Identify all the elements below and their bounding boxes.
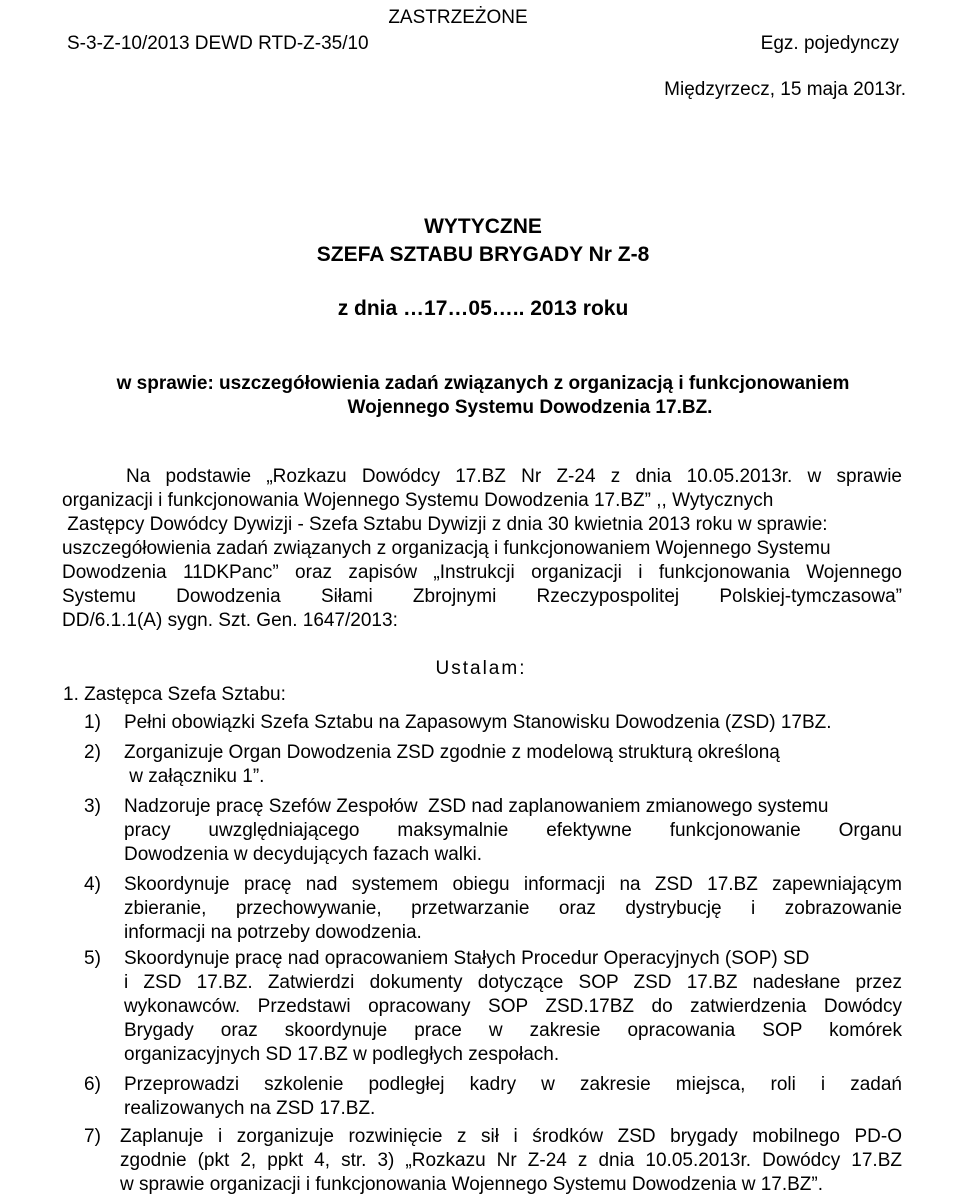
intro-line: DD/6.1.1(A) sygn. Szt. Gen. 1647/2013: — [62, 610, 398, 631]
item-line: realizowanych na ZSD 17.BZ. — [124, 1098, 376, 1119]
item-line: Zaplanuje i zorganizuje rozwinięcie z sił i środków ZSD brygady mobilnego PD-O — [120, 1126, 902, 1147]
subject-line-2: Wojennego Systemu Dowodzenia 17.BZ. — [347, 397, 713, 418]
item-number: 2) — [84, 742, 101, 763]
item-line: w załączniku 1”. — [124, 766, 265, 787]
copy-label: Egz. pojedynczy — [760, 33, 899, 54]
section-heading: 1. Zastępca Szefa Sztabu: — [63, 684, 286, 705]
intro-paragraph — [62, 465, 902, 633]
item-body — [124, 741, 902, 789]
item-line: i ZSD 17.BZ. Zatwierdzi dokumenty dotyczące SOP ZSD 17.BZ nadesłane przez — [124, 972, 902, 993]
item-line: zbieranie, przechowywanie, przetwarzanie oraz dystrybucję i zobrazowanie — [124, 898, 902, 919]
item-body — [120, 1125, 902, 1197]
item-body — [124, 1073, 902, 1121]
item-number: 4) — [84, 874, 101, 895]
item-line: organizacyjnych SD 17.BZ w podległych zespołach. — [124, 1044, 560, 1065]
item-body — [124, 711, 902, 735]
item-number: 3) — [84, 796, 101, 817]
item-number: 6) — [84, 1074, 101, 1095]
intro-line: Na podstawie „Rozkazu Dowódcy 17.BZ Nr Z-24 z dnia 10.05.2013r. w sprawie — [126, 466, 902, 487]
item-line: wykonawców. Przedstawi opracowany SOP ZSD.17BZ do zatwierdzenia Dowódcy — [124, 996, 902, 1017]
intro-line: organizacji i funkcjonowania Wojennego Systemu Dowodzenia 17.BZ” ,, Wytycznych — [62, 490, 774, 511]
subject-line-1: w sprawie: uszczegółowienia zadań związanych z organizacją i funkcjonowaniem — [116, 373, 850, 394]
item-line: Nadzoruje pracę Szefów Zespołów ZSD nad zaplanowaniem zmianowego systemu — [124, 796, 829, 817]
item-body — [124, 873, 902, 945]
item-line: Dowodzenia w decydujących fazach walki. — [124, 844, 483, 865]
item-line: zgodnie (pkt 2, ppkt 4, str. 3) „Rozkazu Nr Z-24 z dnia 10.05.2013r. Dowódcy 17.BZ — [120, 1150, 902, 1171]
item-line: Pełni obowiązki Szefa Sztabu na Zapasowym Stanowisku Dowodzenia (ZSD) 17BZ. — [124, 712, 832, 733]
item-number: 7) — [84, 1126, 101, 1147]
item-body — [124, 795, 902, 867]
ustalam-heading: Ustalam: — [435, 658, 527, 679]
item-line: Skoordynuje pracę nad systemem obiegu informacji na ZSD 17.BZ zapewniającym — [124, 874, 902, 895]
item-line: Skoordynuje pracę nad opracowaniem Stałych Procedur Operacyjnych (SOP) SD — [124, 948, 810, 969]
item-line: informacji na potrzeby dowodzenia. — [124, 922, 422, 943]
intro-line: Zastępcy Dowódcy Dywizji - Szefa Sztabu Dywizji z dnia 30 kwietnia 2013 roku w sprawie: — [62, 514, 828, 535]
document-date: z dnia …17…05….. 2013 roku — [337, 297, 629, 320]
classification-label: ZASTRZEŻONE — [388, 7, 528, 28]
intro-line: Systemu Dowodzenia Siłami Zbrojnymi Rzeczypospolitej Polskiej-tymczasowa” — [62, 586, 902, 607]
item-line: w sprawie organizacji i funkcjonowania Wojennego Systemu Dowodzenia w 17.BZ”. — [120, 1174, 823, 1195]
intro-line: uszczegółowienia zadań związanych z organizacją i funkcjonowaniem Wojennego Systemu — [62, 538, 831, 559]
document-title: WYTYCZNE — [424, 215, 542, 238]
item-line: pracy uwzględniającego maksymalnie efektywne funkcjonowanie Organu — [124, 820, 902, 841]
document-signature: S-3-Z-10/2013 DEWD RTD-Z-35/10 — [67, 33, 369, 54]
intro-line: Dowodzenia 11DKPanc” oraz zapisów „Instrukcji organizacji i funkcjonowania Wojennego — [62, 562, 902, 583]
document-issuer: SZEFA SZTABU BRYGADY Nr Z-8 — [316, 243, 650, 266]
item-line: Brygady oraz skoordynuje prace w zakresie opracowania SOP komórek — [124, 1020, 902, 1041]
item-number: 5) — [84, 948, 101, 969]
item-line: Zorganizuje Organ Dowodzenia ZSD zgodnie z modelową strukturą określoną — [124, 742, 780, 763]
item-number: 1) — [84, 712, 101, 733]
item-line: Przeprowadzi szkolenie podległej kadry w zakresie miejsca, roli i zadań — [124, 1074, 902, 1095]
item-body — [124, 947, 902, 1067]
place-date: Międzyrzecz, 15 maja 2013r. — [664, 79, 906, 100]
